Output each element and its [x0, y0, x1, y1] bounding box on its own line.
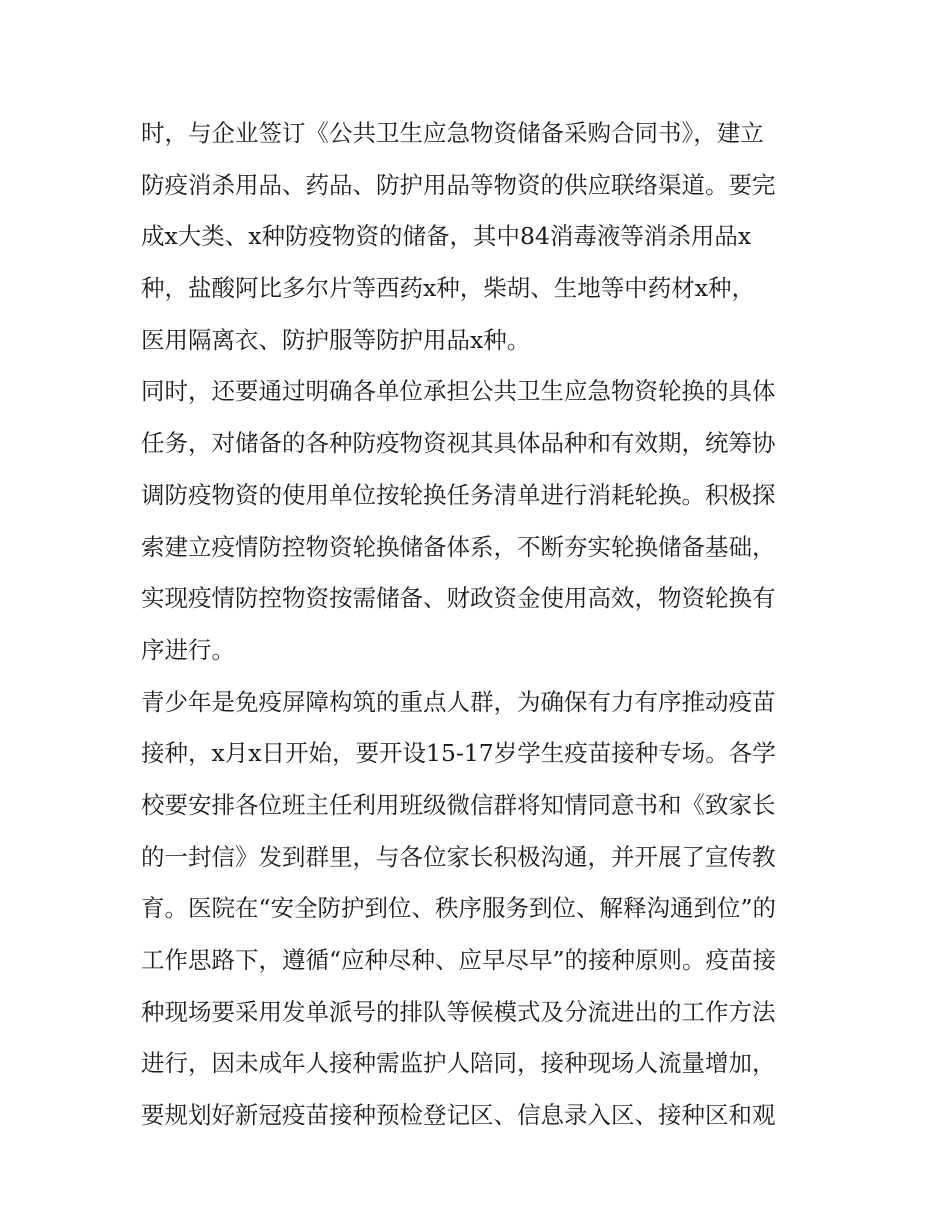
text-line: 接种，x月x日开始，要开设15-17岁学生疫苗接种专场。各学: [141, 739, 776, 768]
body-text: [141, 108, 821, 1142]
text-line: 序进行。: [141, 635, 235, 664]
text-line: 防疫消杀用品、药品、防护用品等物资的供应联络渠道。要完: [141, 170, 776, 199]
text-line: 校要安排各位班主任利用班级微信群将知情同意书和《致家长: [141, 790, 776, 819]
text-line: 成x大类、x种防疫物资的储备，其中84消毒液等消杀用品x: [141, 222, 752, 251]
text-line: 要规划好新冠疫苗接种预检登记区、信息录入区、接种区和观: [141, 1101, 776, 1130]
text-line: 的一封信》发到群里，与各位家长积极沟通，并开展了宣传教: [141, 842, 776, 871]
text-line: 青少年是免疫屏障构筑的重点人群，为确保有力有序推动疫苗: [141, 687, 776, 716]
text-line: 任务，对储备的各种防疫物资视其具体品种和有效期，统筹协: [141, 429, 776, 458]
text-line: 种，盐酸阿比多尔片等西药x种，柴胡、生地等中药材x种，: [141, 274, 756, 303]
text-line: 实现疫情防控物资按需储备、财政资金使用高效，物资轮换有: [141, 584, 776, 613]
text-line: 医用隔离衣、防护服等防护用品x种。: [141, 325, 531, 354]
text-line: 工作思路下，遵循“应种尽种、应早尽早”的接种原则。疫苗接: [141, 946, 777, 974]
text-line: 索建立疫情防控物资轮换储备体系，不断夯实轮换储备基础，: [141, 532, 776, 561]
text-line: 进行，因未成年人接种需监护人陪同，接种现场人流量增加，: [141, 1049, 776, 1078]
text-line: 种现场要采用发单派号的排队等候模式及分流进出的工作方法: [141, 997, 776, 1026]
text-line: 育。医院在“安全防护到位、秩序服务到位、解释沟通到位”的: [141, 894, 777, 923]
text-line: 时，与企业签订《公共卫生应急物资储备采购合同书》，建立: [141, 119, 764, 147]
text-line: 调防疫物资的使用单位按轮换任务清单进行消耗轮换。积极探: [141, 480, 776, 509]
text-line: 同时，还要通过明确各单位承担公共卫生应急物资轮换的具体: [141, 377, 776, 406]
